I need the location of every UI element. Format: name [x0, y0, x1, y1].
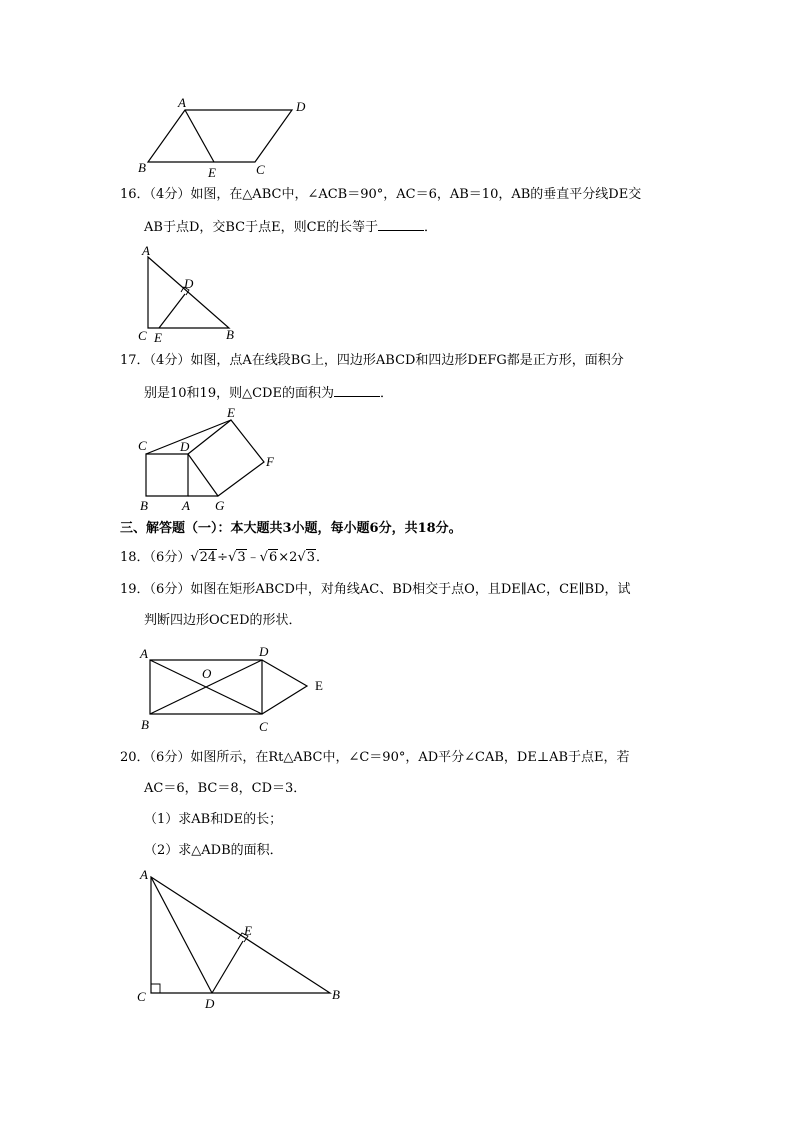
label-b: B: [140, 498, 148, 513]
q18-radicand-4: 3: [306, 550, 315, 565]
label-a: A: [140, 646, 148, 661]
label-c: C: [138, 328, 147, 343]
figure-parallelogram: [130, 95, 330, 180]
section-3-title: 三、解答题（一）：本大题共3小题，每小题6分，共18分。: [120, 521, 462, 536]
q16-line2-text: AB于点D，交BC于点E，则CE的长等于: [144, 220, 379, 235]
label-e: E: [244, 923, 252, 938]
label-d: D: [259, 644, 269, 659]
label-d: D: [205, 996, 215, 1011]
q18-radicand-2: 3: [237, 550, 246, 565]
segments-de-ce: [262, 660, 307, 714]
figure-rectangle-diagonals: [132, 640, 342, 740]
q16-line2: [144, 217, 437, 238]
q18-sqrt-1: √24: [190, 550, 217, 565]
label-a: A: [142, 243, 150, 258]
section-3-heading: [120, 519, 462, 539]
q18-sqrt-3: √6: [259, 550, 278, 565]
q20-sub1: （1）求AB和DE的长；: [144, 812, 283, 827]
label-e: E: [208, 165, 216, 180]
q17-line2: [144, 383, 393, 404]
label-b: B: [141, 717, 149, 732]
label-c: C: [137, 989, 146, 1004]
q17-line1: 17．（4分）如图，点A在线段BG上，四边形ABCD和四边形DEFG都是正方形，面积分: [120, 353, 624, 368]
label-a: A: [140, 867, 148, 882]
figure-right-triangle-16: [132, 242, 242, 347]
q18-op-2: ﹣: [246, 550, 260, 565]
q18-end: ．: [316, 550, 330, 565]
label-c: C: [259, 719, 268, 734]
label-e: E: [154, 330, 162, 345]
q16-line1: 16．（4分）如图，在△ABC中，∠ACB＝90°，AC＝6，AB＝10，AB的垂直平分线DE交: [120, 187, 642, 202]
label-c: C: [138, 438, 147, 453]
segment-de: [159, 294, 185, 328]
figure-right-triangle-20: [132, 865, 357, 1010]
q17-line2-end: ．: [379, 386, 393, 401]
label-o: O: [202, 666, 212, 681]
bisector-ad: [151, 877, 212, 993]
label-b: B: [226, 327, 234, 342]
segment-ae: [185, 110, 214, 162]
label-e: E: [227, 405, 235, 420]
segment-de: [212, 941, 243, 993]
label-f: F: [266, 454, 274, 469]
q19-line1: 19．（6分）如图在矩形ABCD中，对角线AC、BD相交于点O，且DE∥AC，CE∥BD，试: [120, 582, 631, 597]
q18-op-1: ÷: [217, 550, 229, 565]
q17-answer-blank[interactable]: [334, 383, 380, 397]
q18-sqrt-4: √3: [297, 550, 315, 565]
label-c: C: [256, 162, 265, 177]
q18-radicand-3: 6: [268, 550, 278, 565]
label-a: A: [178, 95, 186, 110]
q18-line: [120, 548, 329, 568]
label-b: B: [332, 987, 340, 1002]
q20-line1: 20．（6分）如图所示，在Rt△ABC中，∠C＝90°，AD平分∠CAB，DE⊥AB于点E，若: [120, 750, 630, 765]
q18-radicand-1: 24: [199, 550, 217, 565]
triangle-abc: [148, 257, 229, 328]
q18-prefix: 18．（6分）: [120, 550, 191, 565]
square-defg: [188, 420, 264, 496]
q16-line2-end: ．: [424, 220, 438, 235]
square-abcd: [146, 454, 188, 496]
q18-sqrt-2: √3: [228, 550, 246, 565]
label-g: G: [215, 498, 225, 513]
label-d: D: [184, 276, 194, 291]
parallelogram-outline: [148, 110, 292, 162]
q17-line2-text: 别是10和19，则△CDE的面积为: [144, 386, 334, 401]
q20-sub2: （2）求△ADB的面积．: [144, 843, 283, 858]
q19-line2: 判断四边形OCED的形状．: [144, 613, 302, 628]
label-e: E: [315, 678, 323, 693]
q16-answer-blank[interactable]: [378, 217, 424, 231]
right-angle-mark-c: [151, 984, 160, 993]
q18-op-3: ×2: [278, 550, 298, 565]
q20-line2: AC＝6，BC＝8，CD＝3．: [144, 781, 307, 796]
label-d: D: [180, 439, 190, 454]
label-a: A: [182, 498, 190, 513]
label-d: D: [296, 99, 306, 114]
figure-two-squares: [132, 404, 292, 514]
label-b: B: [138, 160, 146, 175]
